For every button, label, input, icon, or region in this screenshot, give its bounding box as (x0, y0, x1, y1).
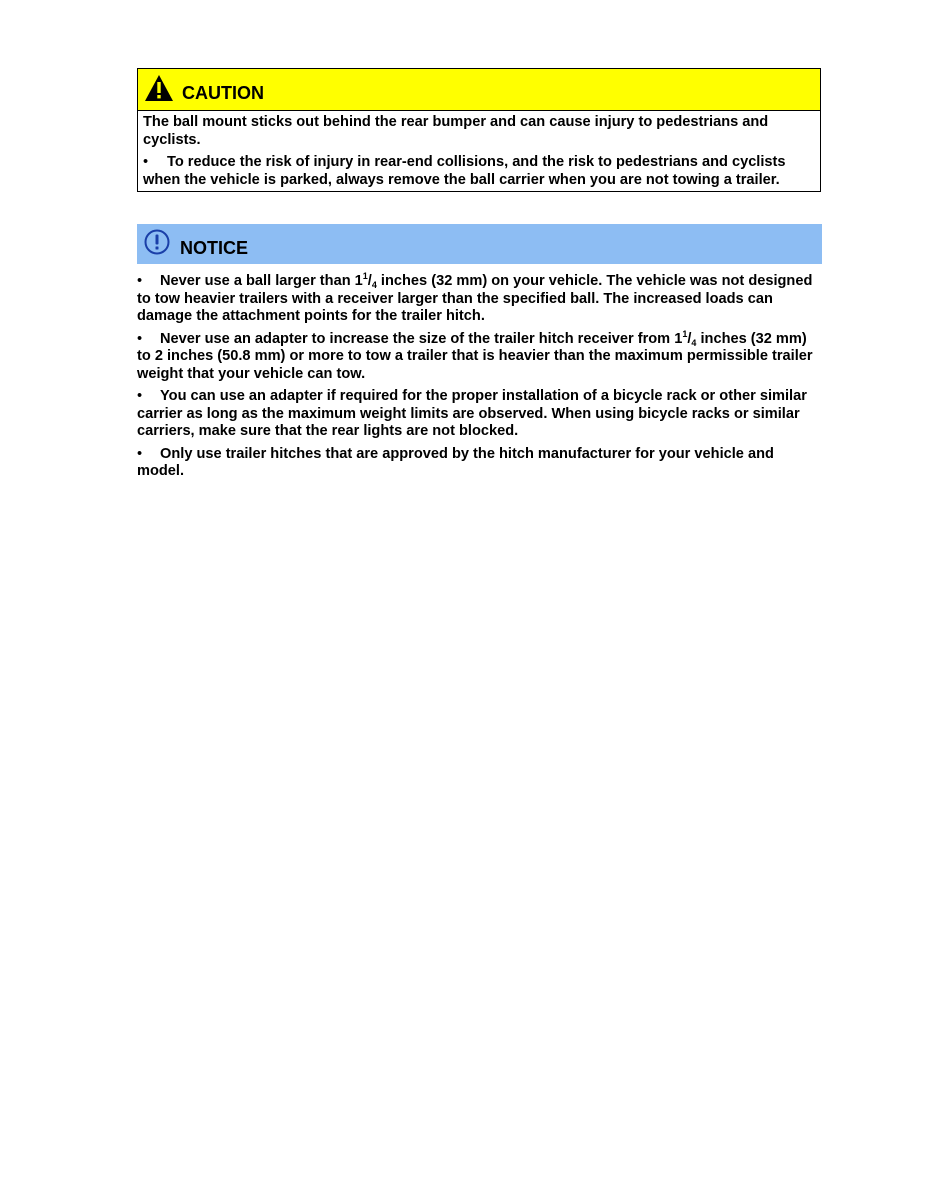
caution-bullet-item (143, 154, 815, 189)
caution-bullet-text: To reduce the risk of injury in rear-end collisions, and the risk to pedestrians and cyclists when the vehicle is parked, always remove the ball carrier when you are not towing a trailer. (143, 154, 786, 188)
notice-bullet-1-text-cont: inches (32 mm) on your vehicle. The vehicle was not designed to tow heavier trailers with a receiver larger than the specified ball. The increased loads can damage the attachment points for the trailer hitch. (137, 273, 813, 324)
bullet-icon: • (137, 273, 143, 289)
notice-header (137, 224, 822, 264)
notice-bullet-1-text: Never use a ball larger than 1 (160, 273, 363, 289)
notice-bullet-3-text: You can use an adapter if required for the proper installation of a bicycle rack or other similar carrier as long as the maximum weight limits are observed. When using bicycle racks or similar carriers, make sure that the rear lights are not blocked. (137, 388, 807, 439)
bullet-icon: • (137, 388, 143, 404)
caution-title: CAUTION (182, 83, 264, 103)
fraction-slash: / (687, 330, 692, 347)
caution-intro: The ball mount sticks out behind the rear bumper and can cause injury to pedestrians and cyclists. (143, 114, 769, 148)
notice-bullet-2-text: Never use an adapter to increase the size of the trailer hitch receiver from 1 (160, 330, 683, 347)
fraction-slash: / (367, 273, 372, 289)
fraction-denominator: 4 (371, 280, 377, 290)
notice-bullet-item (137, 273, 823, 326)
notice-bullet-item (137, 388, 823, 441)
exclamation-circle-icon (143, 228, 171, 256)
notice-bullet-2-text-cont: inches (32 mm) to 2 inches (50.8 mm) or more to tow a trailer that is heavier than the maximum permissible trailer weight that your vehicle can tow. (137, 330, 813, 382)
caution-header (138, 69, 820, 111)
notice-bullet-4-text: Only use trailer hitches that are approved by the hitch manufacturer for your vehicle and model. (137, 445, 774, 479)
caution-box (137, 68, 821, 192)
notice-title: NOTICE (180, 237, 249, 258)
notice-body (137, 273, 823, 486)
bullet-icon: • (143, 154, 149, 170)
fraction-numerator: 1 (682, 328, 688, 339)
bullet-icon: • (137, 445, 143, 462)
notice-bullet-item (137, 446, 823, 481)
bullet-icon: • (137, 330, 143, 347)
fraction-denominator: 4 (691, 337, 697, 348)
warning-triangle-icon (144, 74, 174, 102)
fraction-numerator: 1 (362, 271, 368, 281)
caution-body (138, 111, 820, 191)
notice-bullet-item (137, 328, 823, 384)
